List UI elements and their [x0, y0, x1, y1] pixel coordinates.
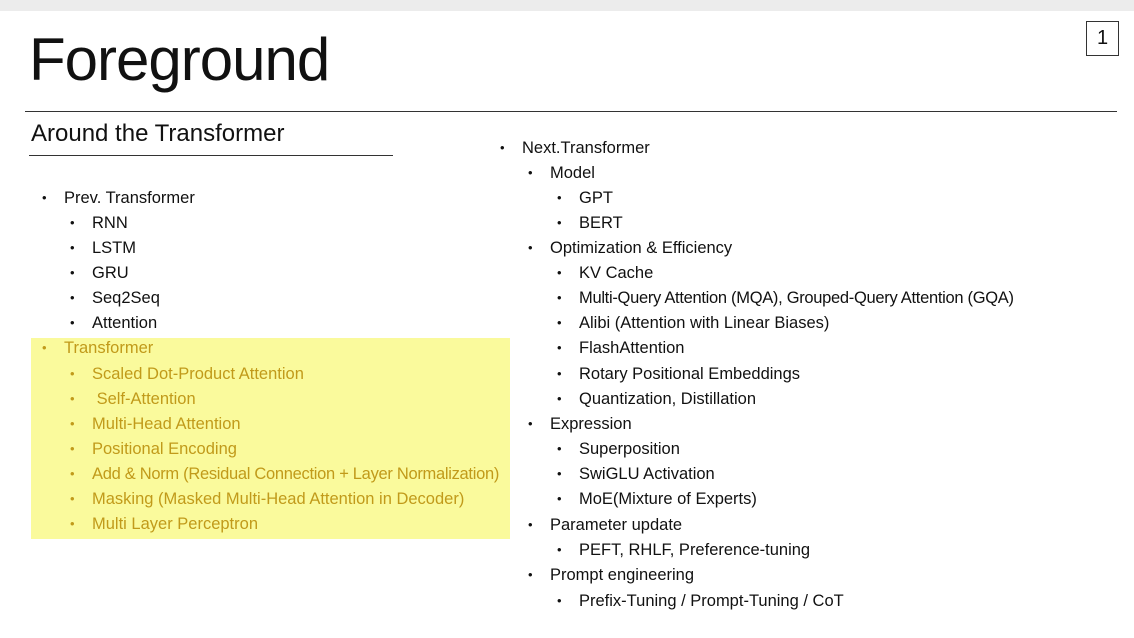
bullet-label: Quantization, Distillation — [579, 390, 757, 408]
bullet-icon: • — [70, 466, 75, 481]
bullet-icon: • — [557, 391, 562, 406]
bullet-icon: • — [528, 567, 533, 582]
bullet-label: Scaled Dot-Product Attention — [92, 365, 304, 383]
bullet-icon: • — [557, 290, 562, 305]
bullet-label: Positional Encoding — [92, 440, 237, 458]
bullet-icon: • — [42, 340, 47, 355]
bullet-label: Parameter update — [550, 516, 683, 534]
bullet-label: Expression — [550, 415, 632, 433]
bullet-label: Alibi (Attention with Linear Biases) — [579, 314, 830, 332]
bullet-icon: • — [70, 265, 75, 280]
slide-title: Foreground — [29, 26, 330, 93]
bullet-icon: • — [70, 491, 75, 506]
bullet-label: LSTM — [92, 239, 137, 257]
bullet-label: MoE(Mixture of Experts) — [579, 490, 757, 508]
bullet-label: Prev. Transformer — [64, 189, 195, 207]
bullet-icon: • — [557, 366, 562, 381]
bullet-icon: • — [557, 315, 562, 330]
bullet-label: SwiGLU Activation — [579, 465, 715, 483]
bullet-icon: • — [70, 366, 75, 381]
bullet-icon: • — [500, 140, 505, 155]
bullet-label: Prompt engineering — [550, 566, 695, 584]
bullet-label: Add & Norm (Residual Connection + Layer Normalization) — [92, 465, 500, 483]
bullet-label: Transformer — [64, 339, 154, 357]
bullet-label: RNN — [92, 214, 128, 232]
bullet-label: Prefix-Tuning / Prompt-Tuning / CoT — [579, 592, 844, 610]
bullet-icon: • — [70, 215, 75, 230]
bullet-icon: • — [70, 516, 75, 531]
bullet-icon: • — [557, 491, 562, 506]
bullet-label: Optimization & Efficiency — [550, 239, 733, 257]
top-bar — [0, 0, 1134, 11]
bullet-icon: • — [42, 190, 47, 205]
bullet-icon: • — [557, 215, 562, 230]
bullet-icon: • — [70, 240, 75, 255]
page-number: 1 — [1086, 21, 1119, 56]
bullet-icon: • — [557, 466, 562, 481]
bullet-label: Multi-Query Attention (MQA), Grouped-Query Attention (GQA) — [579, 289, 1014, 307]
bullet-icon: • — [557, 593, 562, 608]
bullet-label: Model — [550, 164, 595, 182]
bullet-label: Next.Transformer — [522, 139, 650, 157]
title-divider — [25, 111, 1117, 112]
subtitle-underline — [29, 155, 393, 156]
bullet-icon: • — [70, 315, 75, 330]
bullet-label: FlashAttention — [579, 339, 685, 357]
bullet-icon: • — [528, 165, 533, 180]
bullet-label: Multi Layer Perceptron — [92, 515, 258, 533]
bullet-label: Masking (Masked Multi-Head Attention in Decoder) — [92, 490, 465, 508]
bullet-icon: • — [70, 290, 75, 305]
bullet-icon: • — [528, 416, 533, 431]
bullet-icon: • — [557, 265, 562, 280]
bullet-icon: • — [528, 517, 533, 532]
bullet-icon: • — [557, 542, 562, 557]
bullet-icon: • — [557, 190, 562, 205]
bullet-icon: • — [70, 441, 75, 456]
bullet-label: Self-Attention — [92, 390, 196, 408]
bullet-icon: • — [528, 240, 533, 255]
bullet-label: Seq2Seq — [92, 289, 160, 307]
bullet-label: GPT — [579, 189, 613, 207]
bullet-label: KV Cache — [579, 264, 654, 282]
bullet-label: Attention — [92, 314, 158, 332]
bullet-icon: • — [70, 416, 75, 431]
bullet-label: BERT — [579, 214, 623, 232]
bullet-label: Multi-Head Attention — [92, 415, 241, 433]
bullet-icon: • — [70, 391, 75, 406]
bullet-label: Superposition — [579, 440, 680, 458]
bullet-label: GRU — [92, 264, 129, 282]
bullet-icon: • — [557, 340, 562, 355]
bullet-label: Rotary Positional Embeddings — [579, 365, 801, 383]
slide-subtitle: Around the Transformer — [31, 120, 285, 147]
bullet-label: PEFT, RHLF, Preference-tuning — [579, 541, 811, 559]
bullet-icon: • — [557, 441, 562, 456]
